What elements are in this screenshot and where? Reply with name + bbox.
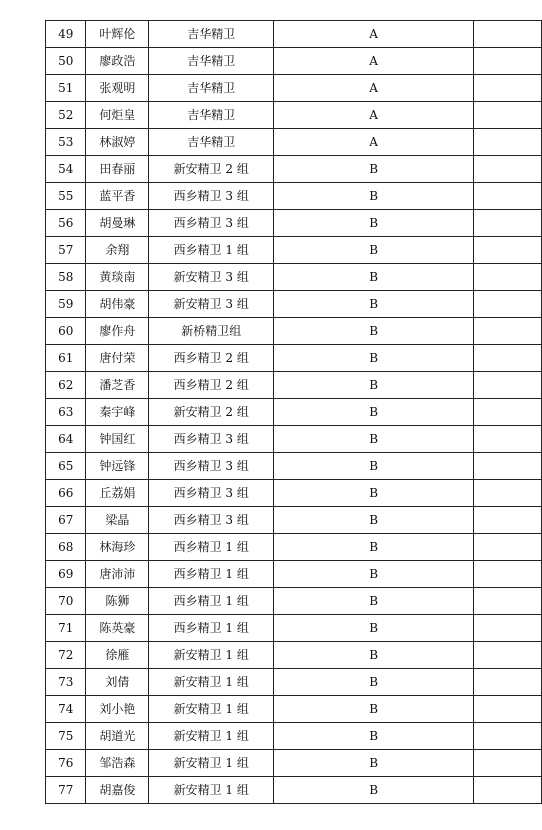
- note-cell: [474, 210, 542, 237]
- team-cell: 新安精卫 3 组: [149, 291, 274, 318]
- team-cell: 西乡精卫 3 组: [149, 210, 274, 237]
- grade-cell: B: [274, 345, 474, 372]
- grade-cell: A: [274, 48, 474, 75]
- note-cell: [474, 453, 542, 480]
- grade-cell: B: [274, 480, 474, 507]
- team-cell: 西乡精卫 2 组: [149, 372, 274, 399]
- name-cell: 廖政浩: [86, 48, 149, 75]
- name-cell: 刘倩: [86, 669, 149, 696]
- table-row: [46, 210, 542, 237]
- table-row: [46, 561, 542, 588]
- row-number-cell: 49: [46, 21, 86, 48]
- table-row: [46, 75, 542, 102]
- note-cell: [474, 750, 542, 777]
- table-row: [46, 102, 542, 129]
- note-cell: [474, 615, 542, 642]
- grade-cell: B: [274, 399, 474, 426]
- note-cell: [474, 777, 542, 804]
- note-cell: [474, 480, 542, 507]
- note-cell: [474, 48, 542, 75]
- table-row: [46, 291, 542, 318]
- team-cell: 新安精卫 2 组: [149, 156, 274, 183]
- name-cell: 蓝平香: [86, 183, 149, 210]
- grade-cell: B: [274, 615, 474, 642]
- note-cell: [474, 156, 542, 183]
- name-cell: 刘小艳: [86, 696, 149, 723]
- team-cell: 新桥精卫组: [149, 318, 274, 345]
- table-row: [46, 696, 542, 723]
- row-number-cell: 75: [46, 723, 86, 750]
- note-cell: [474, 102, 542, 129]
- name-cell: 唐付荣: [86, 345, 149, 372]
- team-cell: 新安精卫 1 组: [149, 750, 274, 777]
- note-cell: [474, 318, 542, 345]
- note-cell: [474, 399, 542, 426]
- team-cell: 吉华精卫: [149, 21, 274, 48]
- name-cell: 丘荔娟: [86, 480, 149, 507]
- grade-cell: B: [274, 237, 474, 264]
- name-cell: 陈英豪: [86, 615, 149, 642]
- grade-cell: A: [274, 129, 474, 156]
- note-cell: [474, 237, 542, 264]
- team-cell: 新安精卫 1 组: [149, 669, 274, 696]
- note-cell: [474, 426, 542, 453]
- team-cell: 西乡精卫 3 组: [149, 183, 274, 210]
- row-number-cell: 52: [46, 102, 86, 129]
- row-number-cell: 72: [46, 642, 86, 669]
- row-number-cell: 58: [46, 264, 86, 291]
- note-cell: [474, 507, 542, 534]
- roster-table: [45, 20, 542, 804]
- row-number-cell: 65: [46, 453, 86, 480]
- table-row: [46, 183, 542, 210]
- name-cell: 胡道光: [86, 723, 149, 750]
- name-cell: 潘芝香: [86, 372, 149, 399]
- table-row: [46, 642, 542, 669]
- grade-cell: B: [274, 453, 474, 480]
- row-number-cell: 53: [46, 129, 86, 156]
- name-cell: 叶辉伦: [86, 21, 149, 48]
- note-cell: [474, 723, 542, 750]
- table-row: [46, 750, 542, 777]
- team-cell: 西乡精卫 1 组: [149, 615, 274, 642]
- name-cell: 徐雁: [86, 642, 149, 669]
- team-cell: 西乡精卫 1 组: [149, 237, 274, 264]
- team-cell: 新安精卫 1 组: [149, 642, 274, 669]
- row-number-cell: 66: [46, 480, 86, 507]
- name-cell: 何炬皇: [86, 102, 149, 129]
- table-row: [46, 21, 542, 48]
- team-cell: 吉华精卫: [149, 75, 274, 102]
- grade-cell: B: [274, 750, 474, 777]
- row-number-cell: 50: [46, 48, 86, 75]
- team-cell: 吉华精卫: [149, 102, 274, 129]
- grade-cell: B: [274, 264, 474, 291]
- grade-cell: B: [274, 534, 474, 561]
- name-cell: 田春丽: [86, 156, 149, 183]
- note-cell: [474, 561, 542, 588]
- name-cell: 廖作舟: [86, 318, 149, 345]
- team-cell: 新安精卫 2 组: [149, 399, 274, 426]
- name-cell: 林海珍: [86, 534, 149, 561]
- team-cell: 西乡精卫 1 组: [149, 561, 274, 588]
- note-cell: [474, 534, 542, 561]
- row-number-cell: 51: [46, 75, 86, 102]
- note-cell: [474, 264, 542, 291]
- team-cell: 西乡精卫 3 组: [149, 507, 274, 534]
- table-row: [46, 669, 542, 696]
- table-row: [46, 588, 542, 615]
- team-cell: 新安精卫 1 组: [149, 777, 274, 804]
- row-number-cell: 57: [46, 237, 86, 264]
- name-cell: 邹浩森: [86, 750, 149, 777]
- team-cell: 西乡精卫 2 组: [149, 345, 274, 372]
- grade-cell: B: [274, 210, 474, 237]
- row-number-cell: 56: [46, 210, 86, 237]
- table-row: [46, 48, 542, 75]
- table-row: [46, 399, 542, 426]
- note-cell: [474, 183, 542, 210]
- row-number-cell: 63: [46, 399, 86, 426]
- name-cell: 张观明: [86, 75, 149, 102]
- grade-cell: B: [274, 507, 474, 534]
- table-row: [46, 453, 542, 480]
- grade-cell: B: [274, 183, 474, 210]
- note-cell: [474, 669, 542, 696]
- row-number-cell: 67: [46, 507, 86, 534]
- row-number-cell: 70: [46, 588, 86, 615]
- name-cell: 钟国红: [86, 426, 149, 453]
- name-cell: 胡嘉俊: [86, 777, 149, 804]
- note-cell: [474, 75, 542, 102]
- name-cell: 黄琰南: [86, 264, 149, 291]
- note-cell: [474, 588, 542, 615]
- grade-cell: B: [274, 156, 474, 183]
- row-number-cell: 73: [46, 669, 86, 696]
- row-number-cell: 76: [46, 750, 86, 777]
- table-row: [46, 372, 542, 399]
- team-cell: 西乡精卫 3 组: [149, 453, 274, 480]
- row-number-cell: 64: [46, 426, 86, 453]
- name-cell: 余翔: [86, 237, 149, 264]
- table-row: [46, 507, 542, 534]
- name-cell: 陈狮: [86, 588, 149, 615]
- table-row: [46, 237, 542, 264]
- name-cell: 胡伟豪: [86, 291, 149, 318]
- team-cell: 吉华精卫: [149, 48, 274, 75]
- table-row: [46, 615, 542, 642]
- name-cell: 唐沛沛: [86, 561, 149, 588]
- row-number-cell: 60: [46, 318, 86, 345]
- row-number-cell: 59: [46, 291, 86, 318]
- team-cell: 新安精卫 3 组: [149, 264, 274, 291]
- note-cell: [474, 372, 542, 399]
- row-number-cell: 55: [46, 183, 86, 210]
- row-number-cell: 54: [46, 156, 86, 183]
- team-cell: 新安精卫 1 组: [149, 696, 274, 723]
- table-row: [46, 318, 542, 345]
- table-row: [46, 426, 542, 453]
- team-cell: 西乡精卫 3 组: [149, 426, 274, 453]
- grade-cell: B: [274, 777, 474, 804]
- grade-cell: B: [274, 588, 474, 615]
- team-cell: 西乡精卫 1 组: [149, 588, 274, 615]
- grade-cell: A: [274, 102, 474, 129]
- grade-cell: B: [274, 696, 474, 723]
- team-cell: 新安精卫 1 组: [149, 723, 274, 750]
- grade-cell: A: [274, 75, 474, 102]
- name-cell: 秦宇峰: [86, 399, 149, 426]
- grade-cell: B: [274, 291, 474, 318]
- table-row: [46, 156, 542, 183]
- row-number-cell: 77: [46, 777, 86, 804]
- table-row: [46, 777, 542, 804]
- table-row: [46, 480, 542, 507]
- note-cell: [474, 696, 542, 723]
- row-number-cell: 69: [46, 561, 86, 588]
- roster-table-body: [46, 21, 542, 804]
- grade-cell: A: [274, 21, 474, 48]
- name-cell: 胡曼琳: [86, 210, 149, 237]
- name-cell: 梁晶: [86, 507, 149, 534]
- table-row: [46, 129, 542, 156]
- row-number-cell: 71: [46, 615, 86, 642]
- row-number-cell: 62: [46, 372, 86, 399]
- grade-cell: B: [274, 723, 474, 750]
- row-number-cell: 74: [46, 696, 86, 723]
- grade-cell: B: [274, 669, 474, 696]
- grade-cell: B: [274, 426, 474, 453]
- team-cell: 西乡精卫 3 组: [149, 480, 274, 507]
- note-cell: [474, 291, 542, 318]
- table-row: [46, 534, 542, 561]
- grade-cell: B: [274, 642, 474, 669]
- table-row: [46, 345, 542, 372]
- grade-cell: B: [274, 318, 474, 345]
- row-number-cell: 68: [46, 534, 86, 561]
- name-cell: 林淑婷: [86, 129, 149, 156]
- table-row: [46, 723, 542, 750]
- grade-cell: B: [274, 372, 474, 399]
- grade-cell: B: [274, 561, 474, 588]
- row-number-cell: 61: [46, 345, 86, 372]
- note-cell: [474, 21, 542, 48]
- team-cell: 吉华精卫: [149, 129, 274, 156]
- name-cell: 钟远锋: [86, 453, 149, 480]
- note-cell: [474, 642, 542, 669]
- team-cell: 西乡精卫 1 组: [149, 534, 274, 561]
- note-cell: [474, 129, 542, 156]
- note-cell: [474, 345, 542, 372]
- table-row: [46, 264, 542, 291]
